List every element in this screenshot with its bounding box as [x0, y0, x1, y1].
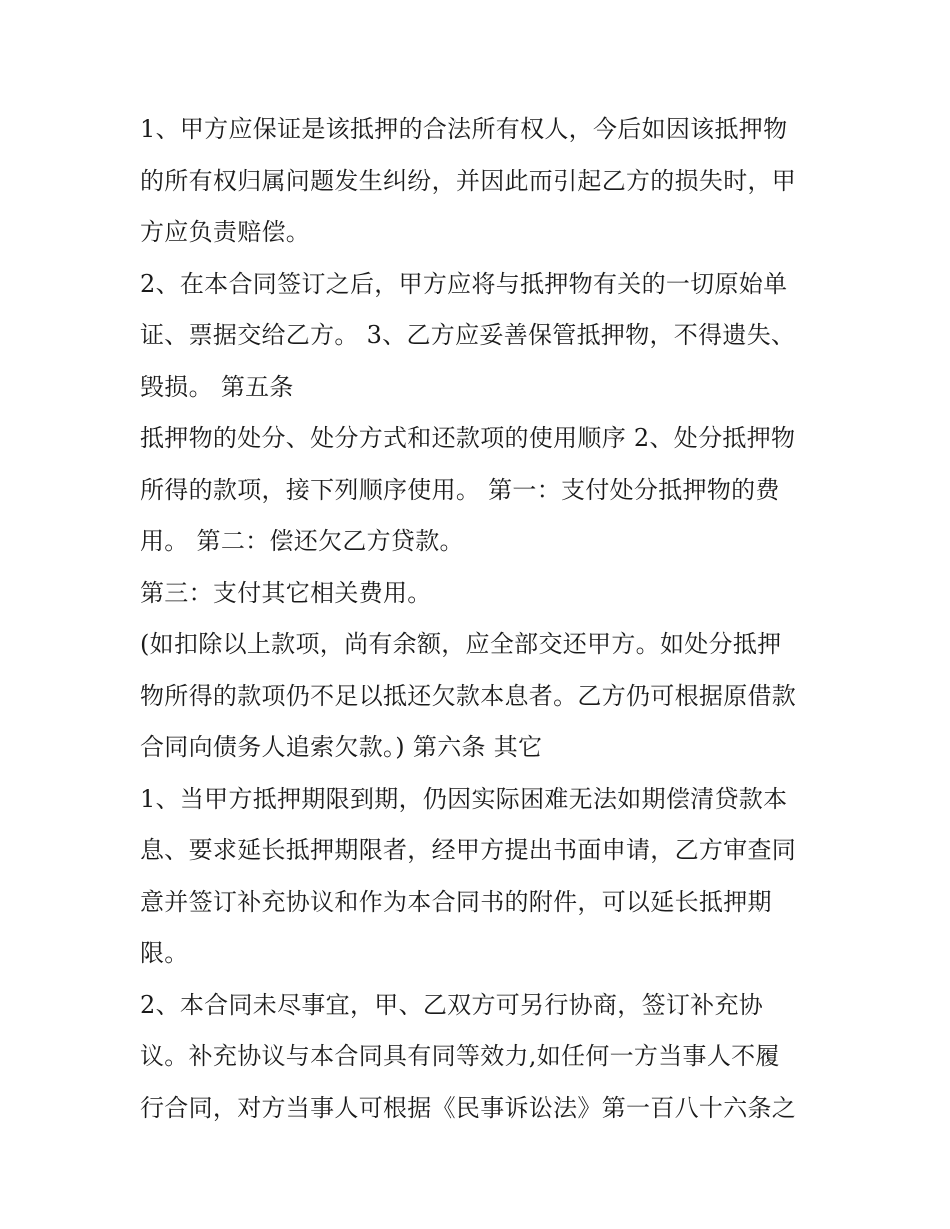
text-line: 物所得的款项仍不足以抵还欠款本息者。乙方仍可根据原借款: [140, 681, 797, 710]
text-line: 1、甲方应保证是该抵押的合法所有权人，今后如因该抵押物: [140, 115, 788, 143]
text-line: 限。: [140, 939, 189, 967]
text-line: 息、要求延长抵押期限者，经甲方提出书面申请，乙方审查同: [140, 836, 797, 864]
text-line: 证、票据交给乙方。 3、乙方应妥善保管抵押物，不得遗失、: [140, 321, 796, 349]
text-line: 意并签订补充协议和作为本合同书的附件，可以延长抵押期: [140, 887, 772, 916]
document-body: [140, 104, 820, 1134]
text-line: 2、在本合同签订之后，甲方应将与抵押物有关的一切原始单: [140, 269, 788, 298]
text-line: 第三：支付其它相关费用。: [140, 578, 432, 607]
text-line: (如扣除以上款项，尚有余额，应全部交还甲方。如处分抵押: [140, 630, 782, 658]
text-line: 行合同，对方当事人可根据《民事诉讼法》第一百八十六条之: [140, 1093, 797, 1122]
text-line: 议。补充协议与本合同具有同等效力,如任何一方当事人不履: [140, 1042, 780, 1070]
text-line: 2、本合同未尽事宜，甲、乙双方可另行协商，签订补充协: [140, 990, 764, 1019]
text-line: 用。 第二：偿还欠乙方贷款。: [140, 527, 464, 555]
text-line: 的所有权归属问题发生纠纷，并因此而引起乙方的损失时，甲: [140, 166, 797, 195]
text-line: 方应负责赔偿。: [140, 218, 311, 246]
text-line: 合同向债务人追索欠款。) 第六条 其它: [140, 733, 543, 761]
text-line: 毁损。 第五条: [140, 372, 294, 401]
text-line: 所得的款项，接下列顺序使用。 第一：支付处分抵押物的费: [140, 475, 780, 504]
text-line: 1、当甲方抵押期限到期，仍因实际困难无法如期偿清贷款本: [140, 784, 788, 813]
text-line: 抵押物的处分、处分方式和还款项的使用顺序 2、处分抵押物: [140, 424, 796, 452]
